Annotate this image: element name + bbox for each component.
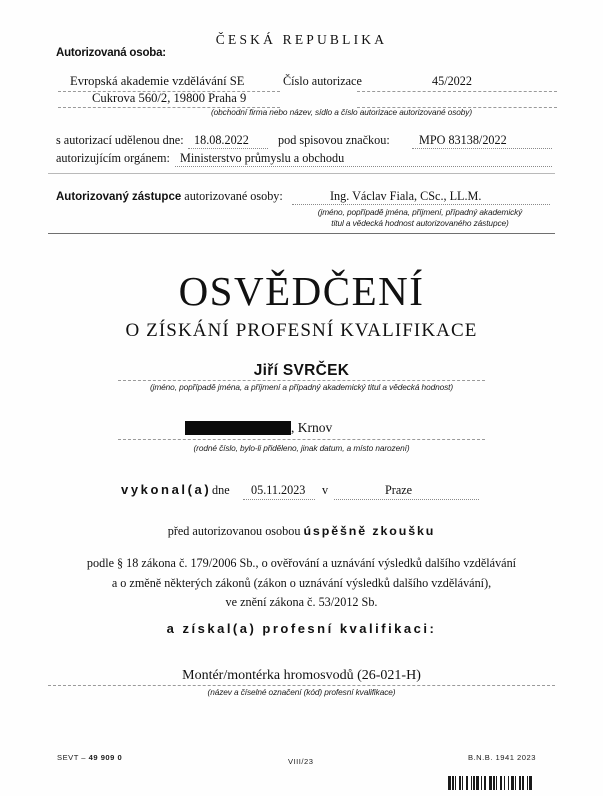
legal-line-2: a o změně některých zákonů (zákon o uznávání výsledků dalšího vzdělávání), (111, 575, 492, 590)
footer-form-code-number: 49 909 0 (88, 753, 123, 762)
rule-authorizing-body (175, 166, 552, 167)
birth-caption: (rodné číslo, bylo-li přiděleno, jinak datum, a místo narození) (193, 443, 410, 453)
rule-representative (292, 204, 550, 205)
exam-date-value: 05.11.2023 (251, 483, 306, 497)
file-mark-value: MPO 83138/2022 (419, 133, 507, 147)
legal-reference (0, 554, 603, 613)
legal-line-1: podle § 18 zákona č. 179/2006 Sb., o ověřování a uznávání výsledků dalšího vzdělávání (86, 556, 517, 570)
rule-holder-name (118, 380, 485, 381)
representative-caption-line1: (jméno, popřípadě jména, příjmení, případný akademický (317, 207, 523, 217)
exam-before-line (0, 524, 603, 539)
barcode-bar (532, 776, 534, 790)
authorizing-body-label: autorizujícím orgánem: (56, 151, 170, 165)
rule-exam-date (243, 499, 315, 500)
representative-label (56, 189, 283, 204)
barcode (448, 776, 534, 790)
organization-name: Evropská akademie vzdělávání SE (70, 74, 245, 88)
holder-name-caption: (jméno, popřípadě jména, a příjmení a případný akademický titul a vědecká hodnost) (149, 382, 454, 392)
birth-place: , Krnov (291, 420, 333, 435)
country-heading: ČESKÁ REPUBLIKA (215, 32, 388, 47)
footer-form-code (57, 753, 122, 762)
organization-address: Cukrova 560/2, 19800 Praha 9 (92, 91, 247, 105)
rule-file-mark (412, 148, 552, 149)
footer-edition: VIII/23 (288, 757, 314, 766)
page-title: OSVĚDČENÍ (178, 268, 425, 314)
qualification-caption: (název a číselné označení (kód) profesní kvalifikace) (207, 687, 396, 697)
footer-printer-code: B.N.B. 1941 2023 (468, 753, 536, 762)
rule-authorization-number (357, 91, 557, 92)
rule-granted-date (188, 148, 268, 149)
granted-date-label: s autorizací udělenou dne: (56, 133, 184, 147)
rule-header-divider (48, 173, 555, 174)
rule-qualification-name (48, 685, 555, 686)
exam-performed-label: vykonal(a) (121, 482, 212, 497)
representative-label-bold: Autorizovaný zástupce (56, 191, 182, 203)
authorization-number-value: 45/2022 (432, 74, 472, 88)
representative-value: Ing. Václav Fiala, CSc., LL.M. (330, 189, 482, 203)
authorizing-body-value: Ministerstvo průmyslu a obchodu (180, 151, 345, 165)
qualification-name: Montér/montérka hromosvodů (26-021-H) (182, 668, 421, 683)
rule-exam-place (334, 499, 479, 500)
qualification-gained-label: a získal(a) profesní kvalifikaci: (166, 621, 437, 636)
representative-caption-line2: titul a vědecká hodnost autorizovaného zástupce) (331, 217, 509, 228)
organization-caption: (obchodní firma nebo název, sídlo a číslo autorizace autorizované osoby) (210, 107, 473, 117)
exam-date-label: dne (212, 483, 230, 497)
legal-line-3: ve znění zákona č. 53/2012 Sb. (225, 595, 378, 609)
authorized-person-label: Autorizovaná osoba: (56, 47, 166, 59)
redacted-birth-number (185, 421, 291, 435)
rule-section-divider (48, 233, 555, 234)
file-mark-label: pod spisovou značkou: (278, 133, 390, 147)
representative-caption (290, 207, 550, 228)
exam-before-prefix: před autorizovanou osobou (167, 524, 304, 538)
exam-place-label: v (322, 483, 329, 497)
representative-label-rest: autorizované osoby: (181, 189, 283, 203)
exam-place-value: Praze (385, 483, 413, 497)
footer-form-code-prefix: SEVT – (57, 753, 89, 762)
granted-date-value: 18.08.2022 (194, 133, 249, 147)
exam-before-bold: úspěšně zkoušku (303, 524, 436, 538)
page-subtitle: O ZÍSKÁNÍ PROFESNÍ KVALIFIKACE (125, 320, 478, 341)
holder-name: Jiří SVRČEK (253, 362, 350, 379)
rule-birth-info (118, 439, 485, 440)
authorization-number-label: Číslo autorizace (283, 74, 362, 88)
